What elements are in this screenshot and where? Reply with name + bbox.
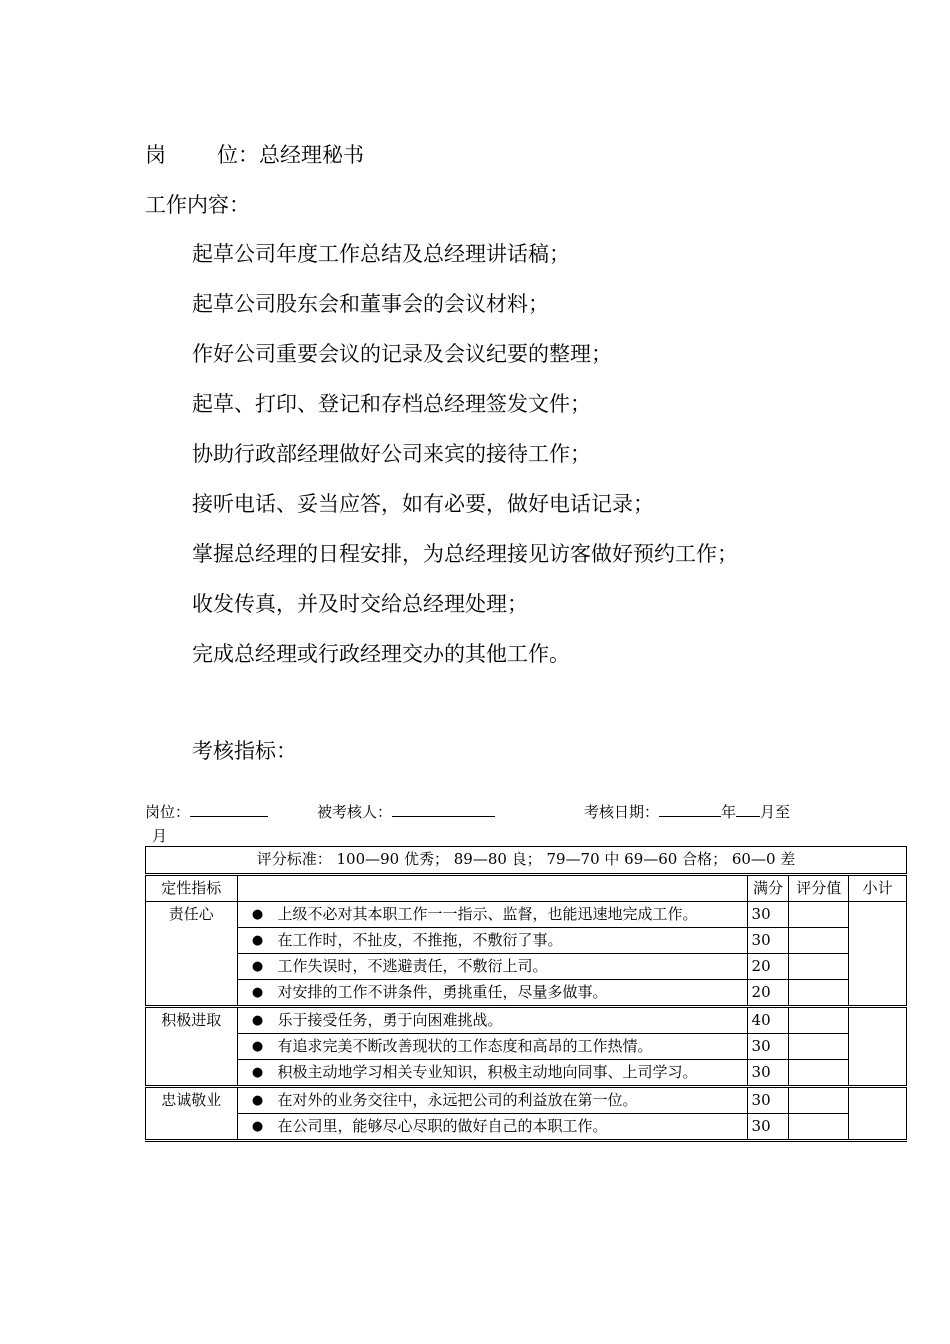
rating-header: 评分值	[789, 875, 849, 902]
evaluation-table	[145, 846, 907, 1142]
full-score-header: 满分	[747, 875, 789, 902]
subtotal-cell[interactable]	[849, 1087, 907, 1141]
scoring-standard: 评分标准： 100—90 优秀； 89—80 良； 79—70 中 69—60 合格； 60—0 差	[146, 847, 907, 875]
bullet-icon: ●	[251, 933, 264, 948]
form-date-field	[584, 801, 790, 822]
subtotal-cell[interactable]	[849, 902, 907, 1007]
rating-cell[interactable]	[789, 980, 849, 1007]
year-label: 年	[721, 803, 737, 821]
reviewee-blank[interactable]	[392, 802, 495, 817]
duty-item: 完成总经理或行政经理交办的其他工作。	[192, 642, 570, 666]
duty-item: 掌握总经理的日程安排，为总经理接见访客做好预约工作；	[192, 542, 738, 566]
full-score: 30	[747, 1060, 789, 1087]
category-initiative: 积极进取	[146, 1007, 238, 1087]
table-row	[146, 902, 907, 928]
criterion: ● 上级不必对其本职工作一一指示、监督，也能迅速地完成工作。	[237, 902, 747, 928]
rating-cell[interactable]	[789, 1060, 849, 1087]
post-blank[interactable]	[190, 802, 268, 817]
criterion: ● 乐于接受任务，勇于向困难挑战。	[237, 1007, 747, 1034]
duty-item: 接听电话、妥当应答，如有必要，做好电话记录；	[192, 492, 654, 516]
bullet-icon: ●	[251, 1093, 264, 1108]
month-to-label: 月至	[760, 803, 791, 821]
duty-item: 起草、打印、登记和存档总经理签发文件；	[192, 392, 591, 416]
full-score: 20	[747, 954, 789, 980]
bullet-icon: ●	[251, 1119, 264, 1134]
category-responsibility: 责任心	[146, 902, 238, 1007]
table-row	[146, 980, 907, 1007]
rating-cell[interactable]	[789, 928, 849, 954]
criterion: ● 工作失误时，不逃避责任，不敷衍上司。	[237, 954, 747, 980]
kpi-title: 考核指标：	[192, 739, 297, 763]
bullet-icon: ●	[251, 1039, 264, 1054]
table-row	[146, 1087, 907, 1114]
subtotal-cell[interactable]	[849, 1007, 907, 1087]
bullet-icon: ●	[251, 1013, 264, 1028]
criterion: ● 在公司里，能够尽心尽职的做好自己的本职工作。	[237, 1114, 747, 1141]
table-row	[146, 1034, 907, 1060]
criterion: ● 对安排的工作不讲条件，勇挑重任，尽量多做事。	[237, 980, 747, 1007]
duty-item: 协助行政部经理做好公司来宾的接待工作；	[192, 442, 591, 466]
criterion: ● 有追求完美不断改善现状的工作态度和高昂的工作热情。	[237, 1034, 747, 1060]
criterion: ● 在对外的业务交往中，永远把公司的利益放在第一位。	[237, 1087, 747, 1114]
rating-cell[interactable]	[789, 954, 849, 980]
criterion: ● 在工作时，不扯皮，不推拖，不敷衍了事。	[237, 928, 747, 954]
bullet-icon: ●	[251, 1065, 264, 1080]
subtotal-header: 小计	[849, 875, 907, 902]
standard-row	[146, 847, 907, 875]
duty-item: 起草公司年度工作总结及总经理讲话稿；	[192, 242, 570, 266]
position-line	[145, 139, 364, 169]
rating-cell[interactable]	[789, 1114, 849, 1141]
form-post-field	[145, 801, 268, 822]
table-row	[146, 1114, 907, 1141]
date-year-blank[interactable]	[659, 802, 721, 817]
rating-cell[interactable]	[789, 1087, 849, 1114]
table-row	[146, 1060, 907, 1087]
category-loyalty: 忠诚敬业	[146, 1087, 238, 1141]
bullet-icon: ●	[251, 959, 264, 974]
duty-item: 收发传真，并及时交给总经理处理；	[192, 592, 528, 616]
date-month-blank[interactable]	[736, 802, 760, 817]
month-label: 月	[152, 827, 168, 845]
criterion: ● 积极主动地学习相关专业知识，积极主动地向同事、上司学习。	[237, 1060, 747, 1087]
full-score: 30	[747, 1087, 789, 1114]
rating-cell[interactable]	[789, 1007, 849, 1034]
position-value: 位：总经理秘书	[217, 143, 364, 167]
full-score: 30	[747, 902, 789, 928]
form-date-label: 考核日期：	[584, 803, 660, 821]
table-row	[146, 928, 907, 954]
position-label-char: 岗	[145, 143, 166, 167]
work-content-label: 工作内容：	[145, 193, 250, 217]
item-header	[237, 875, 747, 902]
duty-item: 作好公司重要会议的记录及会议纪要的整理；	[192, 342, 612, 366]
bullet-icon: ●	[251, 985, 264, 1000]
full-score: 30	[747, 928, 789, 954]
form-reviewee-field	[317, 801, 495, 822]
duty-item: 起草公司股东会和董事会的会议材料；	[192, 292, 549, 316]
bullet-icon: ●	[251, 907, 264, 922]
rating-cell[interactable]	[789, 902, 849, 928]
full-score: 30	[747, 1114, 789, 1141]
form-post-label: 岗位：	[145, 803, 191, 821]
form-reviewee-label: 被考核人：	[317, 803, 393, 821]
table-row	[146, 1007, 907, 1034]
full-score: 40	[747, 1007, 789, 1034]
category-header: 定性指标	[146, 875, 238, 902]
table-row	[146, 954, 907, 980]
full-score: 20	[747, 980, 789, 1007]
rating-cell[interactable]	[789, 1034, 849, 1060]
header-row	[146, 875, 907, 902]
full-score: 30	[747, 1034, 789, 1060]
